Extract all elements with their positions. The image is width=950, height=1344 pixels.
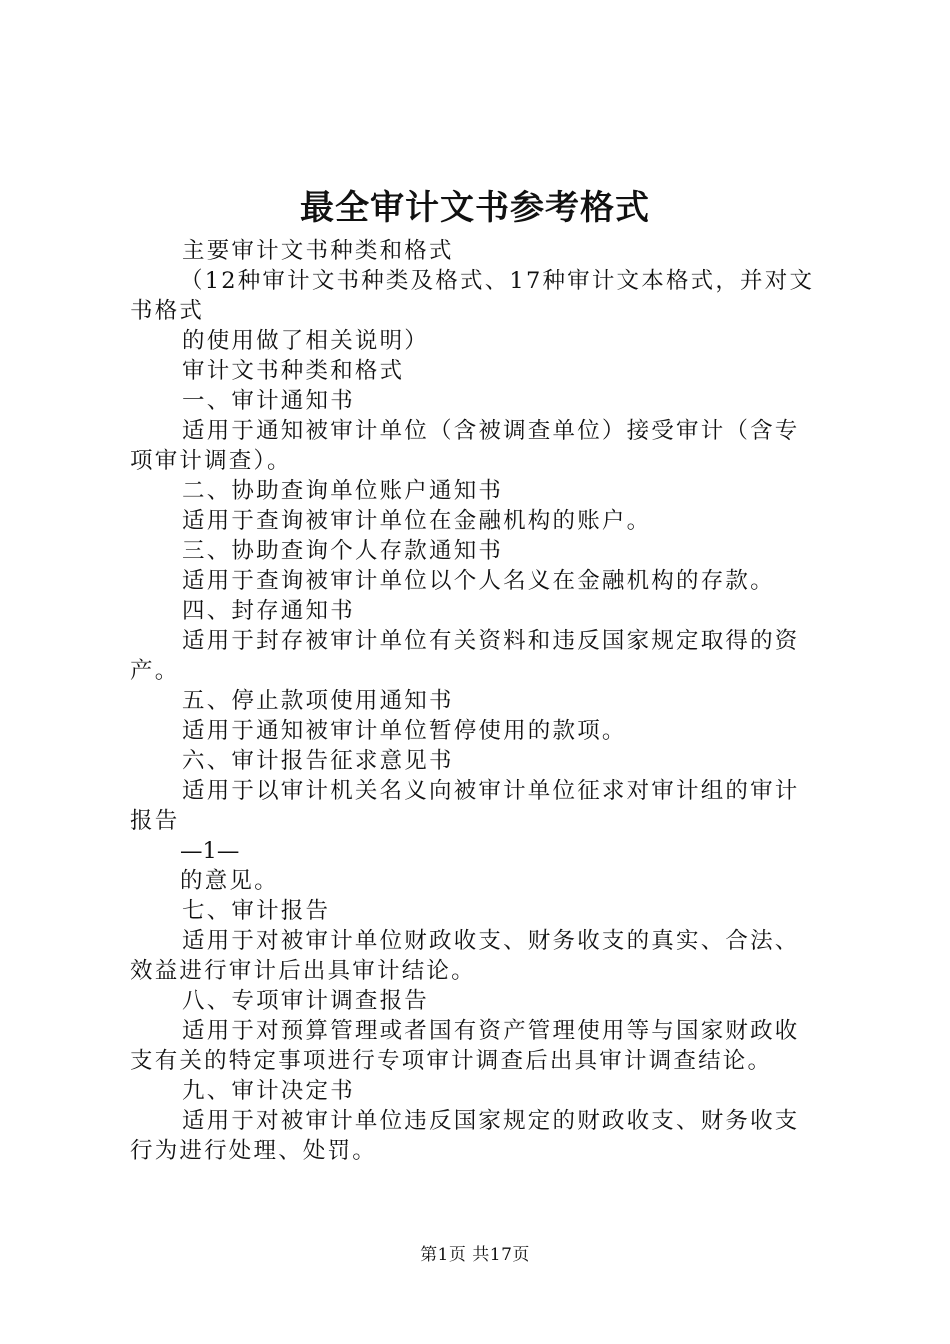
body-line: 适用于查询被审计单位在金融机构的账户。 — [182, 508, 652, 534]
section-heading: 二、协助查询单位账户通知书 — [182, 478, 504, 504]
body-line: 主要审计文书种类和格式 — [182, 238, 454, 264]
body-line: 适用于通知被审计单位暂停使用的款项。 — [182, 718, 627, 744]
body-line: 书格式 — [130, 298, 205, 324]
body-line: 产。 — [130, 658, 180, 684]
body-line: 适用于查询被审计单位以个人名义在金融机构的存款。 — [182, 568, 775, 594]
section-heading: 一、审计通知书 — [182, 388, 355, 414]
section-heading: 九、审计决定书 — [182, 1078, 355, 1104]
body-line: 效益进行审计后出具审计结论。 — [130, 958, 476, 984]
document-title: 最全审计文书参考格式 — [300, 188, 650, 228]
body-line: 支有关的特定事项进行专项审计调查后出具审计调查结论。 — [130, 1048, 773, 1074]
body-line: 行为进行处理、处罚。 — [130, 1138, 378, 1164]
body-line: 适用于通知被审计单位（含被调查单位）接受审计（含专 — [182, 418, 800, 444]
section-heading: 四、封存通知书 — [182, 598, 355, 624]
section-heading: 八、专项审计调查报告 — [182, 988, 430, 1014]
body-line: 审计文书种类和格式 — [182, 358, 405, 384]
body-line: 适用于以审计机关名义向被审计单位征求对审计组的审计 — [182, 778, 800, 804]
body-line: 项审计调查）。 — [130, 448, 292, 474]
body-line: 的意见。 — [180, 868, 279, 894]
document-body — [130, 236, 830, 1166]
body-line: （12种审计文书种类及格式、17种审计文本格式，并对文 — [180, 268, 815, 294]
body-line: 的使用做了相关说明） — [182, 328, 430, 354]
body-line: 适用于封存被审计单位有关资料和违反国家规定取得的资 — [182, 628, 800, 654]
body-line: 适用于对被审计单位财政收支、财务收支的真实、合法、 — [182, 928, 800, 954]
inline-page-marker: —1— — [180, 838, 240, 864]
body-line: 报告 — [130, 808, 180, 834]
section-heading: 六、审计报告征求意见书 — [182, 748, 454, 774]
section-heading: 七、审计报告 — [182, 898, 331, 924]
page-footer: 第1页 共17页 — [420, 1245, 530, 1265]
body-line: 适用于对预算管理或者国有资产管理使用等与国家财政收 — [182, 1018, 800, 1044]
body-line: 适用于对被审计单位违反国家规定的财政收支、财务收支 — [182, 1108, 800, 1134]
section-heading: 五、停止款项使用通知书 — [182, 688, 454, 714]
section-heading: 三、协助查询个人存款通知书 — [182, 538, 504, 564]
